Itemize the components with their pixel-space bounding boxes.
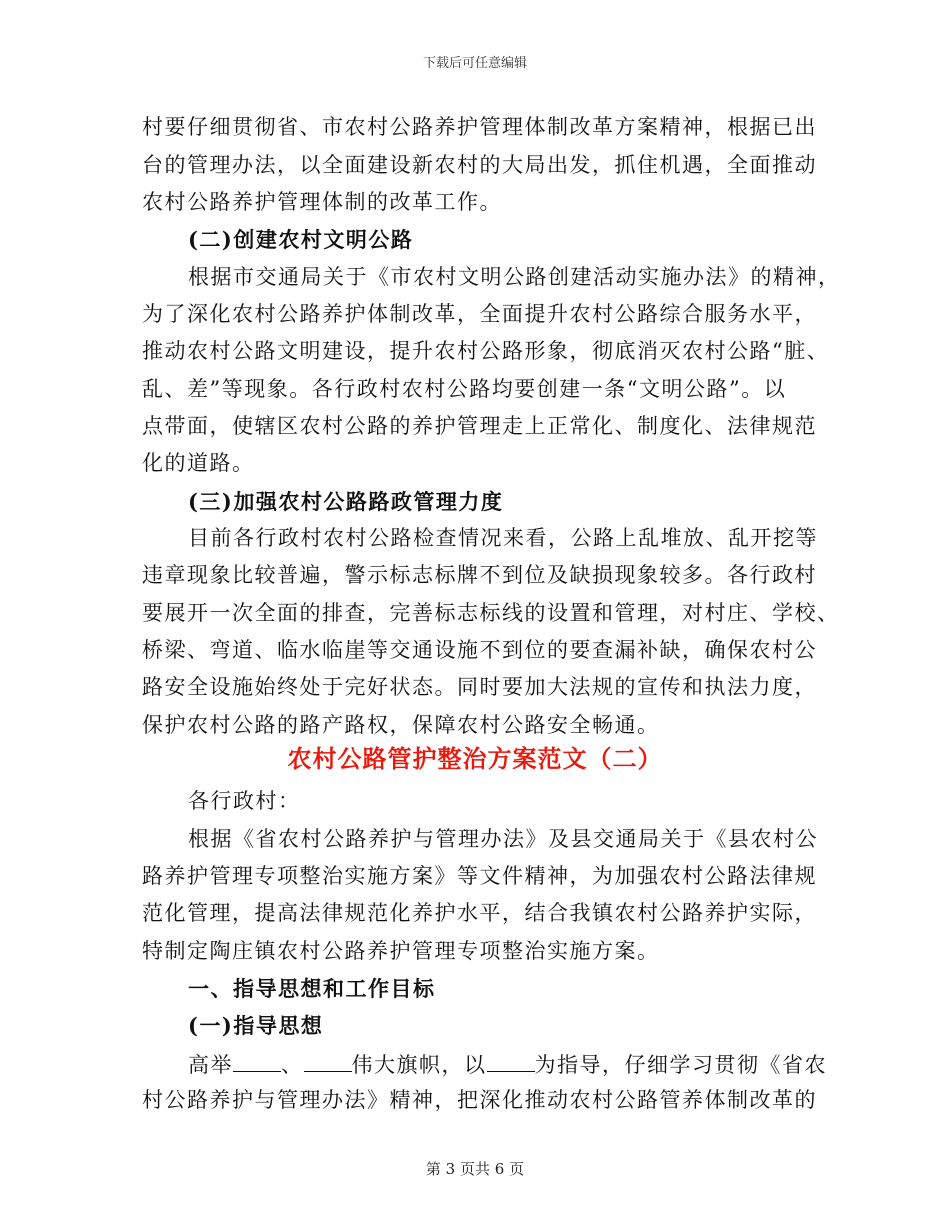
s2-para-line-2: 路养护管理专项整治实施方案》等文件精神，为加强农村公路法律规 [142, 864, 817, 888]
guide-text-c: 伟大旗帜，以 [351, 1053, 487, 1077]
heading-guiding-ideology-goals: 一、指导思想和工作目标 [188, 976, 436, 1001]
para3-line-6: 保护农村公路的路产路权，保障农村公路安全畅通。 [142, 713, 660, 737]
intro-line-1: 村要仔细贯彻省、市农村公路养护管理体制改革方案精神，根据已出 [142, 115, 817, 139]
para2-line-5: 点带面，使辖区农村公路的养护管理走上正常化、制度化、法律规范 [142, 414, 817, 438]
s2-para-line-1: 根据《省农村公路养护与管理办法》及县交通局关于《县农村公 [188, 827, 818, 851]
fill-blank-1 [233, 1053, 281, 1072]
para3-line-2: 违章现象比较普遍，警示标志标牌不到位及缺损现象较多。各行政村 [142, 563, 817, 587]
salutation: 各行政村： [188, 789, 301, 813]
guide-text-d: 为指导，仔细学习贯彻《省农 [534, 1053, 827, 1077]
page-header: 下载后可任意编辑 [422, 56, 527, 71]
para3-line-1: 目前各行政村农村公路检查情况来看，公路上乱堆放、乱开挖等 [188, 526, 818, 550]
guide-line-1 [188, 1053, 827, 1076]
fill-blank-2 [304, 1053, 352, 1072]
para3-line-5: 路安全设施始终处于完好状态。同时要加大法规的宣传和执法力度， [142, 675, 817, 699]
para2-line-6: 化的道路。 [142, 451, 255, 475]
guide-line-2: 村公路养护与管理办法》精神，把深化推动农村公路管养体制改革的 [142, 1088, 817, 1112]
para2-line-4: 乱、差”等现象。各行政村农村公路均要创建一条“文明公路”。以 [142, 377, 787, 401]
page-footer: 第 3 页共 6 页 [425, 1160, 525, 1178]
para2-line-1: 根据市交通局关于《市农村文明公路创建活动实施办法》的精神， [188, 265, 841, 289]
para2-line-3: 推动农村公路文明建设，提升农村公路形象，彻底消灭农村公路“脏、 [142, 339, 830, 363]
para3-line-3: 要展开一次全面的排查，完善标志标线的设置和管理，对村庄、学校、 [142, 601, 840, 625]
fill-blank-3 [487, 1053, 535, 1072]
intro-line-3: 农村公路养护管理体制的改革工作。 [142, 190, 502, 214]
intro-line-2: 台的管理办法，以全面建设新农村的大局出发，抓住机遇，全面推动 [142, 153, 817, 177]
para2-line-2: 为了深化农村公路养护体制改革，全面提升农村公路综合服务水平， [142, 302, 817, 326]
s2-para-line-3: 范化管理，提高法律规范化养护水平，结合我镇农村公路养护实际， [142, 901, 817, 925]
heading-guiding-ideology: (一)指导思想 [188, 1013, 324, 1038]
s2-para-line-4: 特制定陶庄镇农村公路养护管理专项整治实施方案。 [142, 939, 660, 963]
guide-text-a: 高举 [188, 1053, 233, 1077]
guide-text-b: 、 [281, 1053, 304, 1077]
heading-strengthen-road-admin: (三)加强农村公路路政管理力度 [188, 489, 504, 514]
heading-create-civilized-roads: (二)创建农村文明公路 [188, 227, 414, 252]
para3-line-4: 桥梁、弯道、临水临崖等交通设施不到位的要查漏补缺，确保农村公 [142, 638, 817, 662]
section-two-title: 农村公路管护整治方案范文（二） [287, 745, 663, 773]
